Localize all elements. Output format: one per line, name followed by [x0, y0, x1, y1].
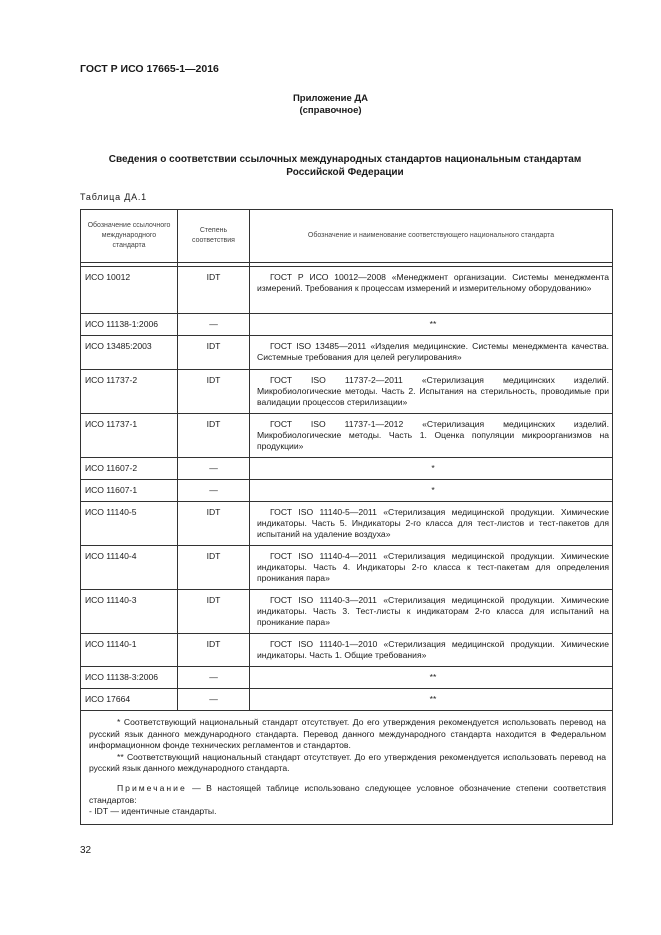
remark-item: - IDT — идентичные стандарты. [89, 806, 217, 817]
cell-national: ** [250, 667, 613, 689]
cell-ref: ИСО 10012 [81, 267, 178, 314]
cell-national [250, 370, 613, 414]
cell-degree: — [178, 458, 250, 480]
table-row [81, 689, 613, 711]
cell-national [250, 634, 613, 667]
cell-ref: ИСО 11140-3 [81, 590, 178, 634]
national-text: ГОСТ ISO 11737-2—2011 «Стерилизация медицинских изделий. Микробиологические методы. Часть 2. Испытания на стерильность, проводимые при валидации процессов стерилизации» [257, 375, 609, 407]
table-header-row [81, 210, 613, 263]
cell-ref: ИСО 11737-2 [81, 370, 178, 414]
table-row [81, 336, 613, 370]
national-text: ГОСТ ISO 13485—2011 «Изделия медицинские. Системы менеджмента качества. Системные требования для целей регулирования» [257, 341, 609, 362]
cell-ref: ИСО 11138-3:2006 [81, 667, 178, 689]
table-row [81, 480, 613, 502]
cell-ref: ИСО 11737-1 [81, 414, 178, 458]
header-degree: Степень соответствия [178, 210, 250, 263]
table-row [81, 267, 613, 314]
cell-degree: IDT [178, 634, 250, 667]
cell-degree: IDT [178, 370, 250, 414]
cell-ref: ИСО 11140-1 [81, 634, 178, 667]
cell-national [250, 546, 613, 590]
cell-degree: — [178, 689, 250, 711]
cell-national [250, 590, 613, 634]
cell-national [250, 267, 613, 314]
cell-degree: IDT [178, 267, 250, 314]
national-text: ГОСТ ISO 11737-1—2012 «Стерилизация медицинских изделий. Микробиологические методы. Часть 1. Оценка популяции микроорганизмов на продукции» [257, 419, 609, 451]
cell-degree: IDT [178, 414, 250, 458]
annex-title-block [0, 93, 661, 117]
table-row [81, 502, 613, 546]
national-text: ГОСТ Р ИСО 10012—2008 «Менеджмент организации. Системы менеджмента измерений. Требования к процессам измерений и измерительному оборудованию» [257, 272, 609, 293]
footnote-single-star: * Соответствующий национальный стандарт отсутствует. До его утверждения рекомендуется использовать перевод на русский язык данного международного стандарта. Перевод данного международного стандарта находится в Федеральном информационном фонде технических регламентов и стандартов. [89, 717, 606, 751]
header-ref-standard: Обозначение ссылочного международного стандарта [81, 210, 178, 263]
cell-degree: IDT [178, 336, 250, 370]
header-national-standard: Обозначение и наименование соответствующего национального стандарта [250, 210, 613, 263]
table-row [81, 370, 613, 414]
cell-ref: ИСО 11140-4 [81, 546, 178, 590]
correspondence-table [80, 209, 613, 825]
cell-ref: ИСО 11140-5 [81, 502, 178, 546]
cell-ref: ИСО 11607-1 [81, 480, 178, 502]
cell-ref: ИСО 17664 [81, 689, 178, 711]
document-code: ГОСТ Р ИСО 17665-1—2016 [80, 63, 219, 75]
cell-degree: — [178, 480, 250, 502]
annex-subtitle: (справочное) [299, 105, 362, 116]
national-text: ГОСТ ISO 11140-1—2010 «Стерилизация медицинской продукции. Химические индикаторы. Часть 1. Общие требования» [257, 639, 609, 660]
cell-national: * [250, 458, 613, 480]
remark-label: Примечание [117, 782, 187, 793]
table-row [81, 458, 613, 480]
table-row [81, 546, 613, 590]
cell-ref: ИСО 13485:2003 [81, 336, 178, 370]
cell-degree: IDT [178, 502, 250, 546]
table-row [81, 314, 613, 336]
cell-national [250, 502, 613, 546]
cell-ref: ИСО 11138-1:2006 [81, 314, 178, 336]
cell-national: ** [250, 689, 613, 711]
table-row [81, 634, 613, 667]
cell-degree: — [178, 667, 250, 689]
table-row [81, 590, 613, 634]
table-notes-row [81, 711, 613, 825]
table-row [81, 414, 613, 458]
section-heading: Сведения о соответствии ссылочных международных стандартов национальным стандартам Российской Федерации [108, 154, 582, 178]
cell-national: ** [250, 314, 613, 336]
cell-national [250, 336, 613, 370]
footnote-double-star: ** Соответствующий национальный стандарт отсутствует. До его утверждения рекомендуется использовать перевод на русский язык данного международного стандарта. [89, 751, 606, 774]
table-notes [81, 711, 613, 825]
cell-degree: IDT [178, 590, 250, 634]
cell-national: * [250, 480, 613, 502]
cell-ref: ИСО 11607-2 [81, 458, 178, 480]
national-text: ГОСТ ISO 11140-3—2011 «Стерилизация медицинской продукции. Химические индикаторы. Часть 3. Тест-листы к индикаторам 2-го класса для испытаний на проникание пара» [257, 595, 609, 627]
annex-title: Приложение ДА [292, 93, 369, 104]
remark-text: — В настоящей таблице использовано следующее условное обозначение степени соответствия стандартов: [89, 782, 607, 805]
table-caption: Таблица ДА.1 [80, 192, 147, 202]
national-text: ГОСТ ISO 11140-5—2011 «Стерилизация медицинской продукции. Химические индикаторы. Часть 5. Индикаторы 2-го класса для тест-листов и тест-пакетов для испытаний на удаление воздуха» [257, 507, 609, 539]
table-row [81, 667, 613, 689]
national-text: ГОСТ ISO 11140-4—2011 «Стерилизация медицинской продукции. Химические индикаторы. Часть 4. Индикаторы 2-го класса к тест-пакетам для определения проникания пара» [257, 551, 609, 583]
cell-national [250, 414, 613, 458]
cell-degree: IDT [178, 546, 250, 590]
page-number: 32 [80, 845, 92, 856]
cell-degree: — [178, 314, 250, 336]
remark [89, 783, 606, 806]
